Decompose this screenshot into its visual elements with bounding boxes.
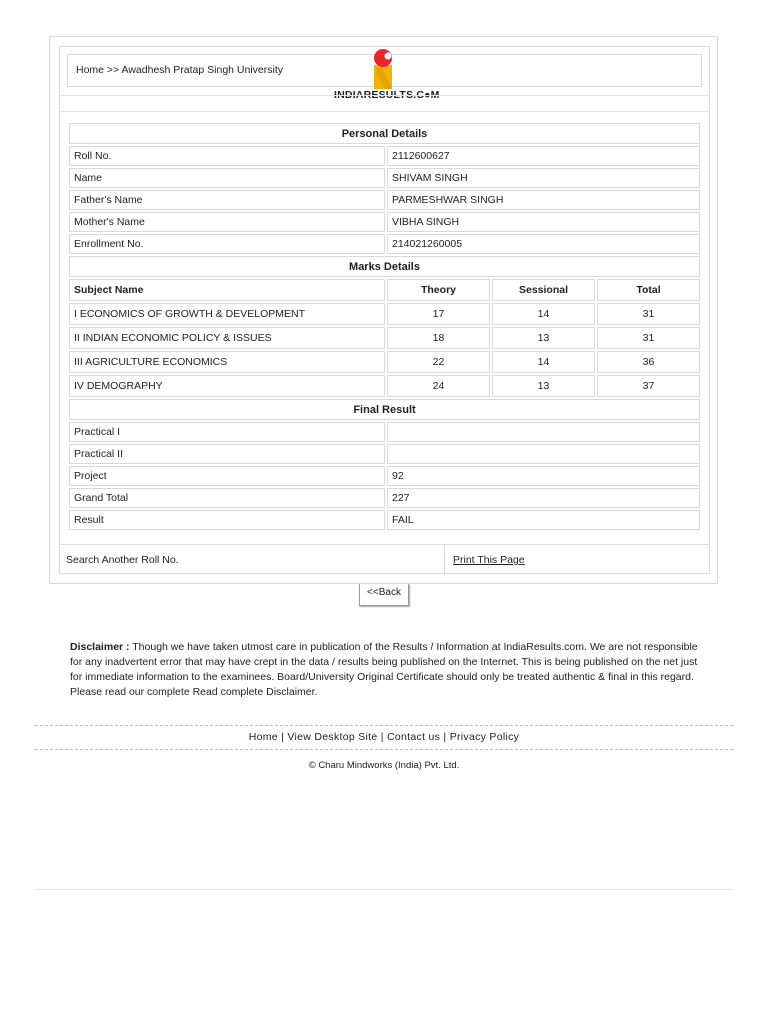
theory-header: Theory [387, 279, 490, 301]
subject-name: IV DEMOGRAPHY [69, 375, 385, 397]
mother-name-label: Mother's Name [69, 212, 385, 232]
print-page-link[interactable]: Print This Page [453, 554, 525, 566]
roll-no-value: 2112600627 [387, 146, 700, 166]
practical-2-value [387, 444, 700, 464]
roll-no-label: Roll No. [69, 146, 385, 166]
total-header: Total [597, 279, 700, 301]
divider [60, 95, 709, 96]
theory-marks: 24 [387, 375, 490, 397]
dashed-divider [35, 749, 733, 750]
project-value: 92 [387, 466, 700, 486]
subject-name: III AGRICULTURE ECONOMICS [69, 351, 385, 373]
footer-nav [0, 728, 768, 746]
personal-details-heading: Personal Details [69, 123, 700, 144]
name-label: Name [69, 168, 385, 188]
marks-row [69, 303, 700, 325]
practical-1-value [387, 422, 700, 442]
result-value: FAIL [387, 510, 700, 530]
father-name-value: PARMESHWAR SINGH [387, 190, 700, 210]
result-panel [59, 46, 710, 574]
dashed-divider [35, 725, 733, 726]
grand-total-label: Grand Total [69, 488, 385, 508]
total-marks: 36 [597, 351, 700, 373]
footer-separator: | [440, 731, 450, 743]
search-another-roll-link[interactable]: Search Another Roll No. [66, 554, 179, 566]
footer-desktop-site-link[interactable]: View Desktop Site [287, 731, 378, 743]
theory-marks: 22 [387, 351, 490, 373]
back-button[interactable]: <<Back [359, 584, 409, 606]
total-marks: 31 [597, 327, 700, 349]
subject-name: II INDIAN ECONOMIC POLICY & ISSUES [69, 327, 385, 349]
sessional-marks: 13 [492, 327, 595, 349]
result-container [49, 36, 718, 584]
footer-contact-link[interactable]: Contact us [387, 731, 441, 743]
subject-name-header: Subject Name [69, 279, 385, 301]
marks-row [69, 327, 700, 349]
footer-separator: | [277, 731, 288, 743]
enrollment-no-value: 214021260005 [387, 234, 700, 254]
enrollment-no-label: Enrollment No. [69, 234, 385, 254]
total-marks: 37 [597, 375, 700, 397]
mother-name-value: VIBHA SINGH [387, 212, 700, 232]
action-row [60, 544, 709, 574]
logo-text: INDIARESULTS.C●M [334, 89, 440, 101]
footer-separator: | [377, 731, 388, 743]
sessional-marks: 14 [492, 351, 595, 373]
project-label: Project [69, 466, 385, 486]
practical-1-label: Practical I [69, 422, 385, 442]
disclaimer [70, 640, 702, 700]
final-result-heading: Final Result [69, 399, 700, 420]
disclaimer-text: Though we have taken utmost care in publication of the Results / Information at IndiaResults.com. We are not responsible for any inadvertent error that may have crept in the data / results being published on the Internet. This is being published on the net just for immediate information to the examinees. Board/University Original Certificate should only be treated authentic & final in this regard. Please read our complete Read complete Disclaimer. [70, 641, 698, 698]
marks-row [69, 375, 700, 397]
breadcrumb[interactable]: Home >> Awadhesh Pratap Singh University [67, 54, 702, 87]
grand-total-value: 227 [387, 488, 700, 508]
sessional-marks: 14 [492, 303, 595, 325]
divider [35, 889, 733, 890]
father-name-label: Father's Name [69, 190, 385, 210]
footer-privacy-link[interactable]: Privacy Policy [449, 731, 520, 743]
result-label: Result [69, 510, 385, 530]
sessional-marks: 13 [492, 375, 595, 397]
divider [444, 545, 445, 575]
theory-marks: 17 [387, 303, 490, 325]
copyright: © Charu Mindworks (India) Pvt. Ltd. [308, 760, 460, 771]
result-table [67, 121, 702, 532]
marks-details-heading: Marks Details [69, 256, 700, 277]
total-marks: 31 [597, 303, 700, 325]
theory-marks: 18 [387, 327, 490, 349]
sessional-header: Sessional [492, 279, 595, 301]
practical-2-label: Practical II [69, 444, 385, 464]
marks-row [69, 351, 700, 373]
disclaimer-label: Disclaimer : [70, 641, 130, 653]
footer-home-link[interactable]: Home [248, 731, 278, 743]
name-value: SHIVAM SINGH [387, 168, 700, 188]
divider [60, 111, 709, 112]
subject-name: I ECONOMICS OF GROWTH & DEVELOPMENT [69, 303, 385, 325]
